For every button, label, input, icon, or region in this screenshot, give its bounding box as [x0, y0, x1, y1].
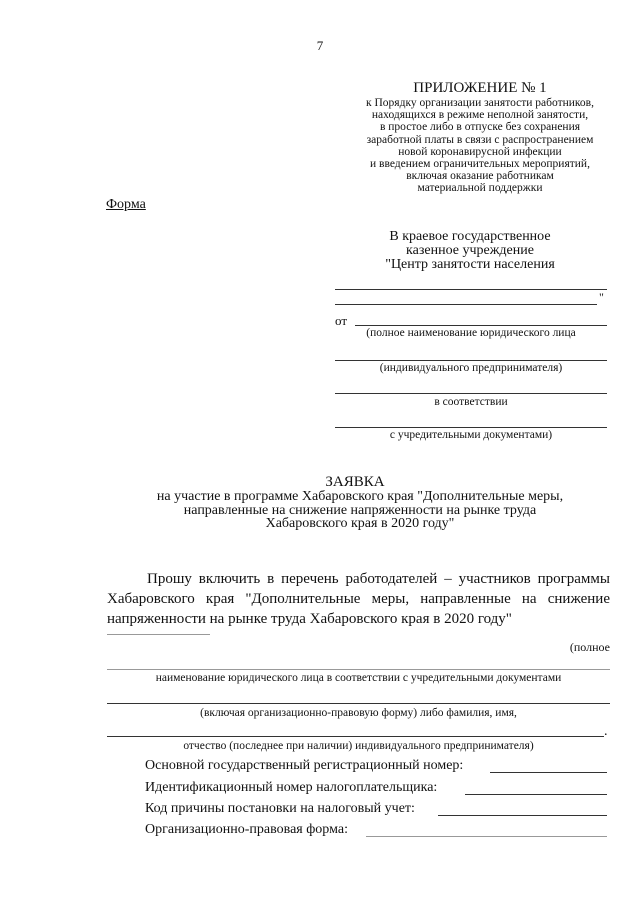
- appendix-line: к Порядку организации занятости работников,: [366, 97, 594, 109]
- appendix-line: находящихся в режиме неполной занятости,: [371, 109, 589, 122]
- addressee-line: "Центр занятости населения: [385, 257, 555, 272]
- page-number: 7: [316, 38, 324, 53]
- from-label: от: [335, 313, 348, 328]
- caption-legal-entity: (полное наименование юридического лица: [366, 327, 576, 339]
- subtitle-line: направленные на снижение напряженности на рынке труда: [183, 502, 537, 518]
- from-blank-line[interactable]: [355, 325, 607, 326]
- blank-line-entrepreneur[interactable]: [335, 360, 607, 361]
- field-kpp-input[interactable]: [438, 815, 607, 816]
- appendix-line: в простое либо в отпуске без сохранения: [379, 121, 581, 134]
- blank-line-name-3[interactable]: [107, 736, 604, 737]
- caption-accordance: в соответствии: [434, 396, 508, 408]
- caption-full: (полное: [569, 640, 610, 654]
- appendix-reference: [355, 97, 605, 195]
- field-ogrn-input[interactable]: [490, 772, 607, 773]
- addressee-line: В краевое государственное: [389, 229, 551, 244]
- addressee-block: [335, 230, 605, 272]
- blank-line-name-2[interactable]: [107, 703, 610, 704]
- field-kpp-label: Код причины постановки на налоговый учет:: [145, 801, 415, 816]
- caption-name-2: (включая организационно-правовую форму) либо фамилия, имя,: [200, 707, 517, 719]
- request-paragraph: Прошу включить в перечень работодателей – участников программы Хабаровского края "Дополнительные меры, направленные на снижение напряженности на рынке труда Хабаровского края в 2020 году": [107, 571, 610, 627]
- blank-line-accordance[interactable]: [335, 393, 607, 394]
- blank-line-name-1[interactable]: [107, 669, 610, 670]
- subtitle-line: Хабаровского края в 2020 году": [265, 516, 455, 531]
- application-title: ЗАЯВКА: [325, 474, 385, 490]
- appendix-line: включая оказание работникам: [406, 170, 554, 183]
- field-inn-label: Идентификационный номер налогоплательщика:: [145, 780, 438, 795]
- addressee-blank-line-2[interactable]: [335, 304, 597, 305]
- caption-name-3: отчество (последнее при наличии) индивидуального предпринимателя): [183, 740, 534, 752]
- application-subtitle: [110, 490, 610, 531]
- field-ogrn-label: Основной государственный регистрационный номер:: [145, 758, 464, 773]
- form-label: Форма: [106, 197, 146, 212]
- field-legal-form-input[interactable]: [366, 836, 607, 837]
- caption-documents: с учредительными документами): [389, 429, 553, 441]
- appendix-line: и введением ограничительных мероприятий,: [370, 158, 590, 171]
- appendix-line: материальной поддержки: [417, 182, 543, 195]
- closing-quote: ": [599, 290, 604, 304]
- blank-line-documents[interactable]: [335, 427, 607, 428]
- addressee-line: казенное учреждение: [406, 243, 534, 258]
- caption-name-1: наименование юридического лица в соответствии с учредительными документами: [155, 672, 562, 684]
- caption-entrepreneur: (индивидуального предпринимателя): [379, 362, 563, 374]
- field-inn-input[interactable]: [465, 794, 607, 795]
- subtitle-line: на участие в программе Хабаровского края "Дополнительные меры,: [156, 489, 564, 504]
- trailing-period: .: [604, 724, 608, 739]
- appendix-line: заработной платы в связи с распространением: [366, 133, 594, 146]
- appendix-title: ПРИЛОЖЕНИЕ № 1: [413, 80, 547, 96]
- field-legal-form-label: Организационно-правовая форма:: [145, 822, 348, 837]
- addressee-blank-line-1[interactable]: [335, 289, 607, 290]
- appendix-line: новой коронавирусной инфекции: [398, 145, 562, 158]
- blank-line-short[interactable]: [107, 634, 210, 635]
